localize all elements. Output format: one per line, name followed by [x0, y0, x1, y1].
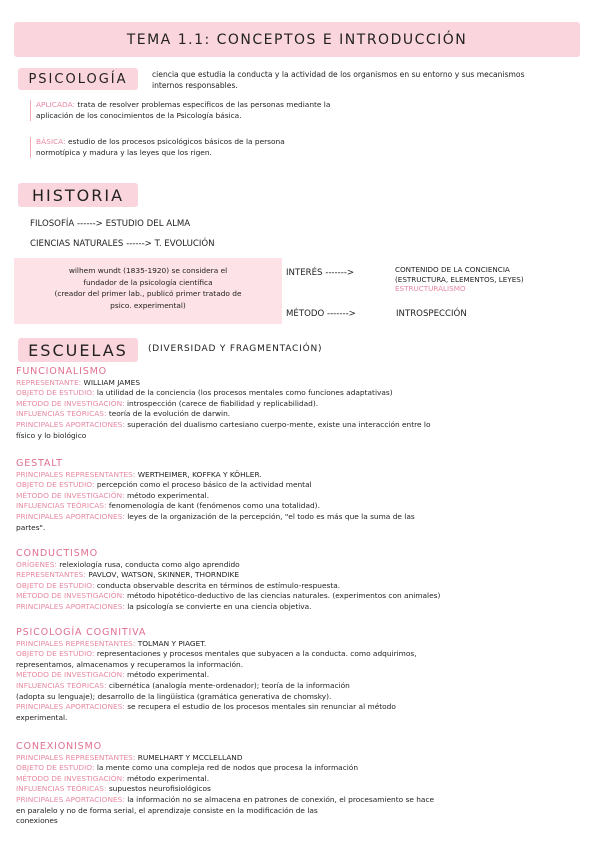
- pl3-text: método experimental.: [126, 670, 210, 680]
- gl2-text: percepción como el proceso básico de la actividad mental: [96, 480, 312, 490]
- aplicada-block: [30, 100, 356, 121]
- pl5-cont: experimental.: [16, 712, 68, 722]
- xl5-cont: en paralelo y no de forma serial, el aprendizaje consiste en la modificación de las: [16, 805, 318, 815]
- interes-label: INTERÉS ------->: [286, 268, 355, 278]
- gl4-label: INFLUENCIAS TEÓRICAS:: [16, 501, 107, 511]
- fl1-label: REPRESENTANTE:: [16, 377, 82, 387]
- xl5-text: la información no se almacena en patrones de conexión, el procesamiento se hace: [127, 794, 435, 804]
- escuelas-subtitle: (DIVERSIDAD Y FRAGMENTACIÓN): [148, 344, 323, 354]
- gl5-text: leyes de la organización de la percepción, "el todo es más que la suma de las: [127, 511, 415, 521]
- school-funcionalismo: [16, 367, 584, 441]
- pl2-cont: representamos, almacenamos y recuperamos la información.: [16, 659, 244, 669]
- escuelas-heading: ESCUELAS: [18, 338, 138, 362]
- pl4-text: cibernética (analogía mente-ordenador); teoría de la información: [108, 680, 350, 690]
- cl5-text: la psicología se convierte en una ciencia objetiva.: [127, 601, 312, 611]
- cognitiva-name: PSICOLOGÍA COGNITIVA: [16, 627, 147, 638]
- historia-ciencias: CIENCIAS NATURALES ------> T. EVOLUCIÓN: [30, 239, 215, 249]
- school-conductismo: [16, 549, 584, 613]
- wundt-line-4: psico. experimental): [110, 300, 186, 310]
- pl4-label: INFLUENCIAS TEÓRICAS:: [16, 680, 107, 690]
- page-title: TEMA 1.1: CONCEPTOS E INTRODUCCIÓN: [14, 22, 580, 57]
- gl1-text: WERTHEIMER, KOFFKA Y KÖHLER.: [137, 469, 262, 479]
- funcionalismo-name: FUNCIONALISMO: [16, 366, 108, 377]
- pl1-text: TOLMAN Y PIAGET.: [137, 638, 207, 648]
- gl5-cont: partes".: [16, 522, 46, 532]
- xl1-label: PRINCIPALES REPRESENTANTES:: [16, 752, 136, 762]
- cl1-label: ORÍGENES:: [16, 559, 57, 569]
- wundt-line-2: fundador de la psicología científica: [83, 277, 213, 287]
- fl3-label: MÉTODO DE INVESTIGACIÓN:: [16, 398, 125, 408]
- xl5-label: PRINCIPALES APORTACIONES:: [16, 794, 125, 804]
- gl3-label: MÉTODO DE INVESTIGACIÓN:: [16, 490, 125, 500]
- basica-label: BÁSICA:: [36, 137, 66, 146]
- xl4-label: INFLUENCIAS TEÓRICAS:: [16, 784, 107, 794]
- cl4-label: MÉTODO DE INVESTIGACIÓN:: [16, 591, 125, 601]
- pl2-label: OBJETO DE ESTUDIO:: [16, 649, 95, 659]
- fl5-cont: físico y lo biológico: [16, 430, 87, 440]
- fl5-text: superación del dualismo cartesiano cuerpo-mente, existe una interacción entre lo: [127, 419, 431, 429]
- metodo-label: MÉTODO ------->: [286, 309, 356, 319]
- fl2-label: OBJETO DE ESTUDIO:: [16, 388, 95, 398]
- school-gestalt: [16, 459, 584, 533]
- xl4-text: supuestos neurofisiológicos: [108, 784, 211, 794]
- pl2-text: representaciones y procesos mentales que subyacen a la conducta. como adquirimos,: [96, 649, 417, 659]
- conexionismo-name: CONEXIONISMO: [16, 741, 102, 752]
- pl1-label: PRINCIPALES REPRESENTANTES:: [16, 638, 136, 648]
- cl2-text: PAVLOV, WATSON, SKINNER, THORNDIKE: [88, 570, 239, 580]
- basica-block: [30, 137, 301, 158]
- xl2-text: la mente como una compleja red de nodos que procesa la información: [96, 763, 359, 773]
- school-cognitiva: [16, 628, 584, 723]
- cl2-label: REPRESENTANTES:: [16, 570, 86, 580]
- interes-content: [395, 265, 524, 294]
- aplicada-label: APLICADA:: [36, 100, 76, 109]
- xl5-cont2: conexiones: [16, 816, 58, 826]
- gl1-label: PRINCIPALES REPRESENTANTES:: [16, 469, 136, 479]
- fl5-label: PRINCIPALES APORTACIONES:: [16, 419, 125, 429]
- fl4-label: INFLUENCIAS TEÓRICAS:: [16, 409, 107, 419]
- xl1-text: RUMELHART Y MCCLELLAND: [137, 752, 243, 762]
- fl2-text: la utilidad de la conciencia (los procesos mentales como funciones adaptativas): [96, 388, 393, 398]
- wundt-line-1: wilhem wundt (1835-1920) se considera el: [68, 266, 228, 275]
- basica-text: estudio de los procesos psicológicos básicos de la persona normotípica y madura y las leyes que los rigen.: [36, 137, 285, 157]
- psicologia-heading: PSICOLOGÍA: [18, 68, 138, 90]
- xl3-text: método experimental.: [126, 773, 210, 783]
- metodo-text: INTROSPECCIÓN: [396, 309, 467, 319]
- cl5-label: PRINCIPALES APORTACIONES:: [16, 601, 125, 611]
- aplicada-text: trata de resolver problemas específicos de las personas mediante la aplicación de los conocimientos de la Psicología básica.: [36, 100, 331, 120]
- cl4-text: método hipotético-deductivo de las ciencias naturales. (experimentos con animales): [126, 591, 441, 601]
- pl5-text: se recupera el estudio de los procesos mentales sin renunciar al método: [127, 702, 396, 712]
- psicologia-definition: ciencia que estudia la conducta y la actividad de los organismos en su entorno y sus mecanismos internos responsables.: [152, 70, 525, 90]
- pl4-cont: (adopta su lenguaje); desarrollo de la lingüística (gramática generativa de chomsky).: [16, 691, 332, 701]
- fl4-text: teoría de la evolución de darwin.: [108, 409, 231, 419]
- fl1-text: WILLIAM JAMES: [83, 377, 141, 387]
- gestalt-name: GESTALT: [16, 458, 63, 469]
- school-conexionismo: [16, 742, 584, 827]
- xl2-label: OBJETO DE ESTUDIO:: [16, 763, 95, 773]
- pl5-label: PRINCIPALES APORTACIONES:: [16, 702, 125, 712]
- wundt-box: [14, 258, 282, 324]
- gl3-text: método experimental.: [126, 490, 210, 500]
- historia-heading: HISTORIA: [18, 183, 138, 207]
- cl1-text: relexiología rusa, conducta como algo aprendido: [59, 559, 240, 569]
- gl2-label: OBJETO DE ESTUDIO:: [16, 480, 95, 490]
- interes-text-1: CONTENIDO DE LA CONCIENCIA: [395, 265, 510, 274]
- wundt-line-3: (creador del primer lab., publicó primer tratado de: [54, 289, 242, 298]
- cl3-text: conducta observable descrita en términos de estímulo-respuesta.: [96, 580, 341, 590]
- xl3-label: MÉTODO DE INVESTIGACIÓN:: [16, 773, 125, 783]
- conductismo-name: CONDUCTISMO: [16, 548, 98, 559]
- pl3-label: MÉTODO DE INVESTIGACIÓN:: [16, 670, 125, 680]
- fl3-text: introspección (carece de fiabilidad y replicabilidad).: [126, 398, 319, 408]
- gl4-text: fenomenología de kant (fenómenos como una totalidad).: [108, 501, 320, 511]
- cl3-label: OBJETO DE ESTUDIO:: [16, 580, 95, 590]
- gl5-label: PRINCIPALES APORTACIONES:: [16, 511, 125, 521]
- historia-filosofia: FILOSOFÍA ------> ESTUDIO DEL ALMA: [30, 219, 191, 229]
- interes-text-2: (ESTRUCTURA, ELEMENTOS, LEYES): [395, 274, 524, 284]
- estructuralismo-label: ESTRUCTURALISMO: [395, 284, 466, 294]
